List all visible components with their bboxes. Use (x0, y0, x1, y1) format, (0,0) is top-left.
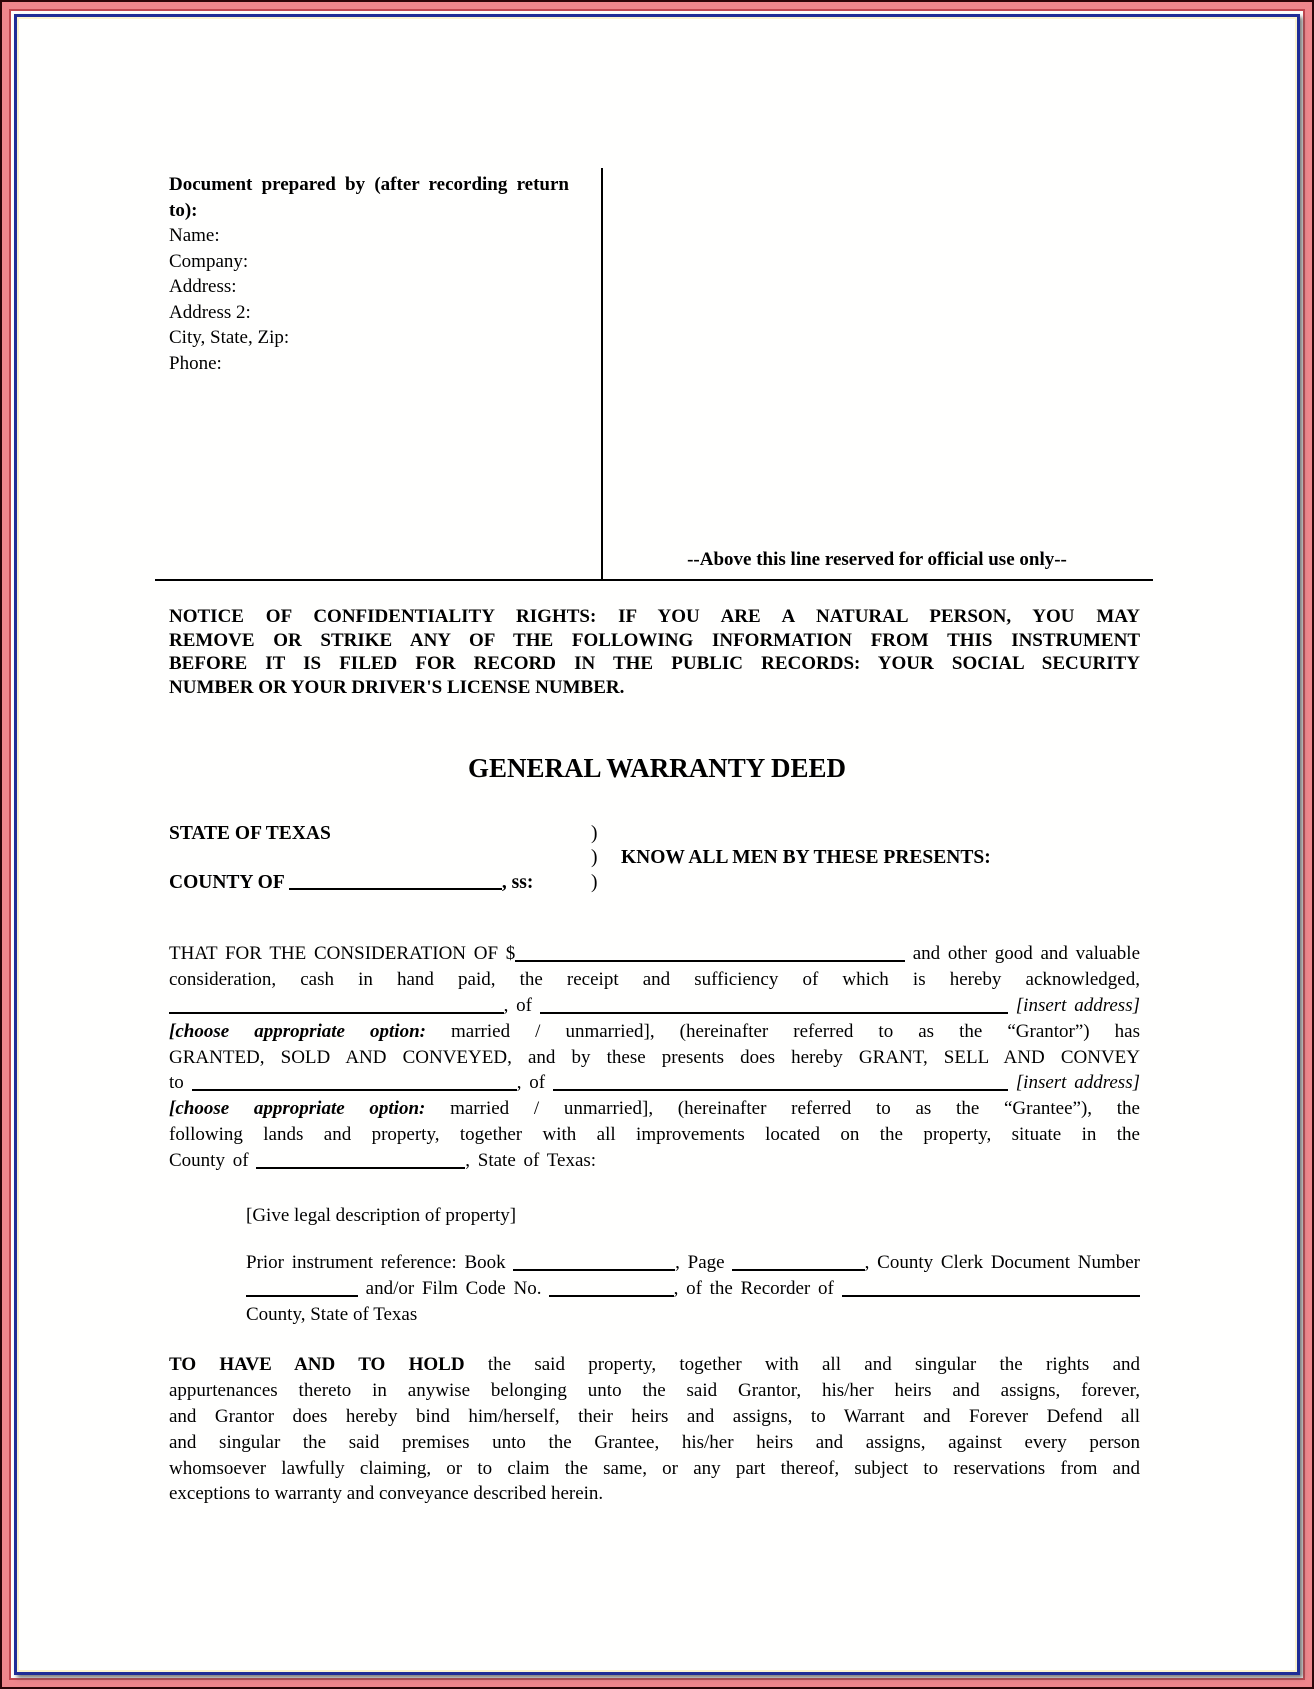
blank-field[interactable] (256, 1165, 465, 1169)
text-segment: and/or Film Code No. (357, 1277, 550, 1299)
text-segment: County of (169, 1150, 257, 1172)
text-segment: Prior instrument reference: Book (246, 1251, 514, 1273)
blank-field[interactable] (246, 1293, 358, 1297)
state-row (169, 820, 1140, 845)
text-line (169, 1404, 1140, 1430)
text-line (169, 993, 1140, 1019)
blank-field[interactable] (553, 1087, 1008, 1091)
habendum-paragraph (169, 1352, 1140, 1507)
text-line (169, 249, 569, 275)
blank-field[interactable] (732, 1267, 864, 1271)
text-segment: married / unmarried], (hereinafter referred to as the “Grantor”) has (425, 1020, 1140, 1042)
text-line (169, 652, 1140, 676)
text-segment: following lands and property, together with all improvements located on the property, situate in the (169, 1124, 1140, 1146)
text-line (169, 676, 1140, 700)
text-segment: NOTICE OF CONFIDENTIALITY RIGHTS: IF YOU ARE A NATURAL PERSON, YOU MAY (169, 606, 1140, 627)
text-segment: BEFORE IT IS FILED FOR RECORD IN THE PUBLIC RECORDS: YOUR SOCIAL SECURITY (169, 653, 1140, 675)
know-all-row (169, 845, 1140, 870)
text-segment: THAT FOR THE CONSIDERATION OF $ (169, 942, 516, 964)
state-label: STATE OF TEXAS (169, 822, 331, 844)
county-row (169, 869, 1140, 894)
text-line (246, 1276, 1140, 1302)
text-segment: REMOVE OR STRIKE ANY OF THE FOLLOWING INFORMATION FROM THIS INSTRUMENT (169, 629, 1140, 651)
county-label: COUNTY OF (169, 871, 289, 893)
text-segment: , of (503, 994, 540, 1016)
text-line (169, 1096, 1140, 1122)
text-segment: , of the Recorder of (673, 1277, 842, 1299)
blank-field[interactable] (169, 1010, 504, 1014)
text-segment: appurtenances thereto in anywise belonging unto the said Grantor, his/her heirs and assigns, forever, (169, 1379, 1140, 1401)
prepared-by-fields (169, 223, 569, 376)
text-segment: Address 2: (169, 301, 251, 323)
text-segment: , County Clerk Document Number (864, 1251, 1140, 1273)
text-segment: [choose appropriate option: (169, 1020, 426, 1042)
prepared-by-block (169, 172, 569, 376)
text-line (169, 1148, 1140, 1174)
text-line (246, 1250, 1140, 1276)
legal-description-placeholder: [Give legal description of property] (246, 1205, 517, 1226)
text-line (169, 629, 1140, 653)
text-line (169, 325, 569, 351)
blank-field[interactable] (842, 1293, 1140, 1297)
text-segment: , Page (675, 1251, 733, 1273)
text-segment: consideration, cash in hand paid, the receipt and sufficiency of which is hereby acknowledged, (169, 968, 1140, 990)
text-line (169, 605, 1140, 629)
text-line (169, 223, 569, 249)
text-segment: County, State of Texas (246, 1303, 418, 1325)
text-segment: Address: (169, 276, 237, 297)
text-segment: City, State, Zip: (169, 327, 290, 348)
paren-mark: ) (591, 871, 598, 893)
document-title: GENERAL WARRANTY DEED (467, 753, 847, 783)
prepared-by-heading: Document prepared by (after recording return to): (169, 174, 569, 221)
paren-mark: ) (591, 822, 598, 844)
text-line (169, 1456, 1140, 1482)
county-blank-field[interactable] (289, 886, 502, 890)
confidentiality-notice (169, 605, 1140, 700)
text-segment: the said property, together with all and singular the rights and (464, 1354, 1140, 1375)
text-segment: [choose appropriate option: (169, 1098, 426, 1120)
blank-field[interactable] (515, 958, 905, 962)
text-segment: Company: (169, 250, 249, 272)
text-segment: and Grantor does hereby bind him/herself, their heirs and assigns, to Warrant and Forever Defend all (169, 1405, 1140, 1427)
text-segment: , of (516, 1072, 553, 1094)
text-line (169, 1122, 1140, 1148)
text-segment: Phone: (169, 352, 222, 374)
blank-field[interactable] (540, 1010, 1008, 1014)
text-segment: , State of Texas: (465, 1150, 597, 1172)
text-segment: and other good and valuable (904, 942, 1140, 964)
text-line (169, 1019, 1140, 1045)
text-segment: [insert address] (1008, 994, 1140, 1016)
text-segment: married / unmarried], (hereinafter referred to as the “Grantee”), the (425, 1098, 1140, 1120)
text-segment: whomsoever lawfully claiming, or to claim the same, or any part thereof, subject to reservations from and (169, 1457, 1140, 1479)
text-line (246, 1302, 1140, 1328)
prior-instrument-paragraph (246, 1250, 1140, 1328)
text-line (169, 1430, 1140, 1456)
text-segment: GRANTED, SOLD AND CONVEYED, and by these presents does hereby GRANT, SELL AND CONVEY (169, 1046, 1140, 1068)
text-segment: [insert address] (1008, 1072, 1140, 1094)
text-line (169, 300, 569, 326)
text-line (169, 941, 1140, 967)
text-segment: and singular the said premises unto the Grantee, his/her heirs and assigns, against every person (169, 1431, 1140, 1453)
text-line (169, 351, 569, 377)
column-divider-line (601, 168, 603, 581)
consideration-paragraph (169, 941, 1140, 1174)
text-segment: NUMBER OR YOUR DRIVER'S LICENSE NUMBER. (169, 677, 625, 699)
text-line (169, 1045, 1140, 1071)
text-line (169, 1378, 1140, 1404)
text-line (169, 1352, 1140, 1378)
text-segment: TO HAVE AND TO HOLD (169, 1354, 465, 1375)
official-use-label: --Above this line reserved for official use only-- (687, 549, 1067, 570)
blank-field[interactable] (513, 1267, 675, 1271)
text-segment: exceptions to warranty and conveyance described herein. (169, 1483, 604, 1505)
text-line (169, 274, 569, 300)
blank-field[interactable] (192, 1087, 517, 1091)
know-all-label: KNOW ALL MEN BY THESE PRESENTS: (621, 847, 991, 868)
county-suffix: , ss: (501, 871, 534, 893)
text-segment: Name: (169, 225, 220, 246)
text-line (169, 1070, 1140, 1096)
official-use-separator-line (155, 579, 1153, 581)
blank-field[interactable] (549, 1293, 673, 1297)
paren-mark: ) (591, 847, 598, 868)
text-line (169, 967, 1140, 993)
jurisdiction-block (169, 820, 1140, 894)
text-segment: to (169, 1072, 192, 1094)
text-line (169, 1481, 1140, 1507)
